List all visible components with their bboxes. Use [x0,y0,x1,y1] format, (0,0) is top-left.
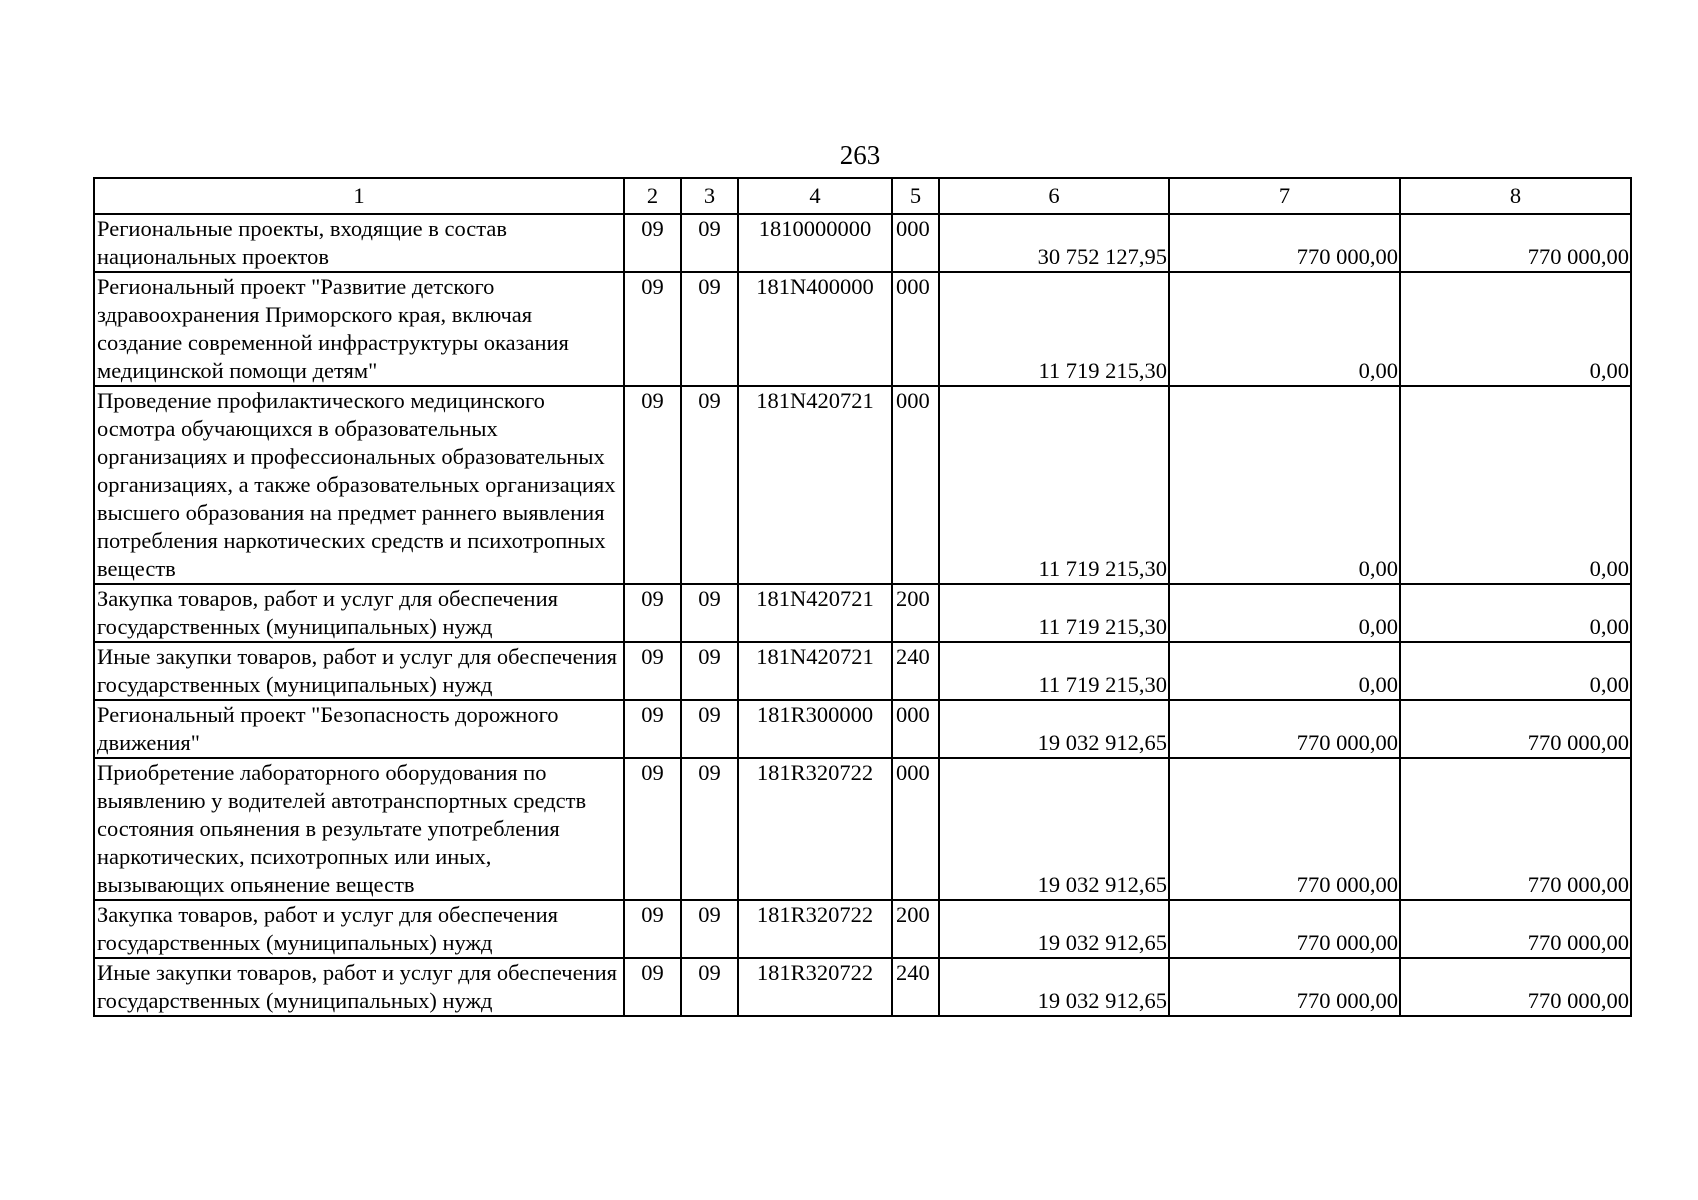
table-row [94,386,1631,584]
row-amount-col8: 770 000,00 [1400,700,1631,758]
row-expense-type: 000 [892,214,939,272]
row-amount-col6: 19 032 912,65 [939,900,1169,958]
row-amount-col7: 0,00 [1169,386,1400,584]
row-amount-col6: 30 752 127,95 [939,214,1169,272]
row-expense-type: 200 [892,900,939,958]
row-section: 09 [624,758,681,900]
row-target-code: 181N400000 [738,272,892,386]
row-expense-type: 000 [892,272,939,386]
row-expense-type: 000 [892,386,939,584]
row-section: 09 [624,900,681,958]
row-expense-type: 240 [892,958,939,1016]
row-amount-col7: 770 000,00 [1169,958,1400,1016]
row-subsection: 09 [681,642,738,700]
header-cell: 3 [681,178,738,214]
row-amount-col7: 0,00 [1169,272,1400,386]
table-row [94,958,1631,1016]
row-amount-col8: 770 000,00 [1400,758,1631,900]
row-subsection: 09 [681,386,738,584]
row-amount-col6: 19 032 912,65 [939,958,1169,1016]
row-amount-col8: 0,00 [1400,584,1631,642]
header-cell: 6 [939,178,1169,214]
row-amount-col6: 11 719 215,30 [939,642,1169,700]
header-cell: 2 [624,178,681,214]
row-target-code: 181N420721 [738,386,892,584]
row-amount-col6: 11 719 215,30 [939,272,1169,386]
row-subsection: 09 [681,214,738,272]
row-amount-col6: 11 719 215,30 [939,584,1169,642]
row-expense-type: 200 [892,584,939,642]
row-amount-col8: 770 000,00 [1400,900,1631,958]
row-amount-col7: 770 000,00 [1169,214,1400,272]
row-amount-col7: 770 000,00 [1169,700,1400,758]
row-amount-col8: 770 000,00 [1400,214,1631,272]
row-expense-type: 000 [892,700,939,758]
row-name: Закупка товаров, работ и услуг для обеспечения государственных (муниципальных) нужд [94,584,624,642]
row-amount-col6: 19 032 912,65 [939,758,1169,900]
page-number: 263 [839,140,881,170]
header-cell: 5 [892,178,939,214]
row-amount-col6: 11 719 215,30 [939,386,1169,584]
row-subsection: 09 [681,958,738,1016]
header-cell: 7 [1169,178,1400,214]
row-section: 09 [624,958,681,1016]
table-row [94,758,1631,900]
row-section: 09 [624,386,681,584]
row-name: Региональные проекты, входящие в состав национальных проектов [94,214,624,272]
row-amount-col8: 0,00 [1400,642,1631,700]
row-section: 09 [624,584,681,642]
table-row [94,214,1631,272]
row-expense-type: 240 [892,642,939,700]
row-amount-col6: 19 032 912,65 [939,700,1169,758]
row-name: Проведение профилактического медицинского осмотра обучающихся в образовательных организациях и профессиональных образовательных организациях, а также образовательных организациях высшего образования на предмет раннего выявления потребления наркотических средств и психотропных веществ [94,386,624,584]
row-name: Закупка товаров, работ и услуг для обеспечения государственных (муниципальных) нужд [94,900,624,958]
table-row [94,642,1631,700]
row-name: Региональный проект "Развитие детского здравоохранения Приморского края, включая создание современной инфраструктуры оказания медицинской помощи детям" [94,272,624,386]
row-target-code: 181N420721 [738,584,892,642]
row-amount-col7: 770 000,00 [1169,900,1400,958]
row-section: 09 [624,700,681,758]
row-target-code: 181R320722 [738,758,892,900]
header-cell: 1 [94,178,624,214]
budget-table [93,177,1632,1017]
header-cell: 8 [1400,178,1631,214]
row-amount-col7: 0,00 [1169,584,1400,642]
row-name: Региональный проект "Безопасность дорожного движения" [94,700,624,758]
header-row [94,178,1631,214]
row-section: 09 [624,642,681,700]
row-amount-col8: 0,00 [1400,386,1631,584]
header-cell: 4 [738,178,892,214]
table-row [94,900,1631,958]
table-row [94,584,1631,642]
row-target-code: 181R320722 [738,900,892,958]
row-subsection: 09 [681,758,738,900]
row-amount-col8: 0,00 [1400,272,1631,386]
row-section: 09 [624,272,681,386]
table-row [94,272,1631,386]
row-expense-type: 000 [892,758,939,900]
row-subsection: 09 [681,700,738,758]
row-target-code: 181R320722 [738,958,892,1016]
row-subsection: 09 [681,584,738,642]
row-subsection: 09 [681,272,738,386]
row-amount-col7: 0,00 [1169,642,1400,700]
table-row [94,700,1631,758]
row-name: Иные закупки товаров, работ и услуг для обеспечения государственных (муниципальных) нужд [94,958,624,1016]
row-name: Приобретение лабораторного оборудования по выявлению у водителей автотранспортных средств состояния опьянения в результате употребления наркотических, психотропных или иных, вызывающих опьянение веществ [94,758,624,900]
row-amount-col7: 770 000,00 [1169,758,1400,900]
row-subsection: 09 [681,900,738,958]
row-target-code: 181R300000 [738,700,892,758]
row-amount-col8: 770 000,00 [1400,958,1631,1016]
row-section: 09 [624,214,681,272]
row-target-code: 181N420721 [738,642,892,700]
row-name: Иные закупки товаров, работ и услуг для обеспечения государственных (муниципальных) нужд [94,642,624,700]
row-target-code: 1810000000 [738,214,892,272]
